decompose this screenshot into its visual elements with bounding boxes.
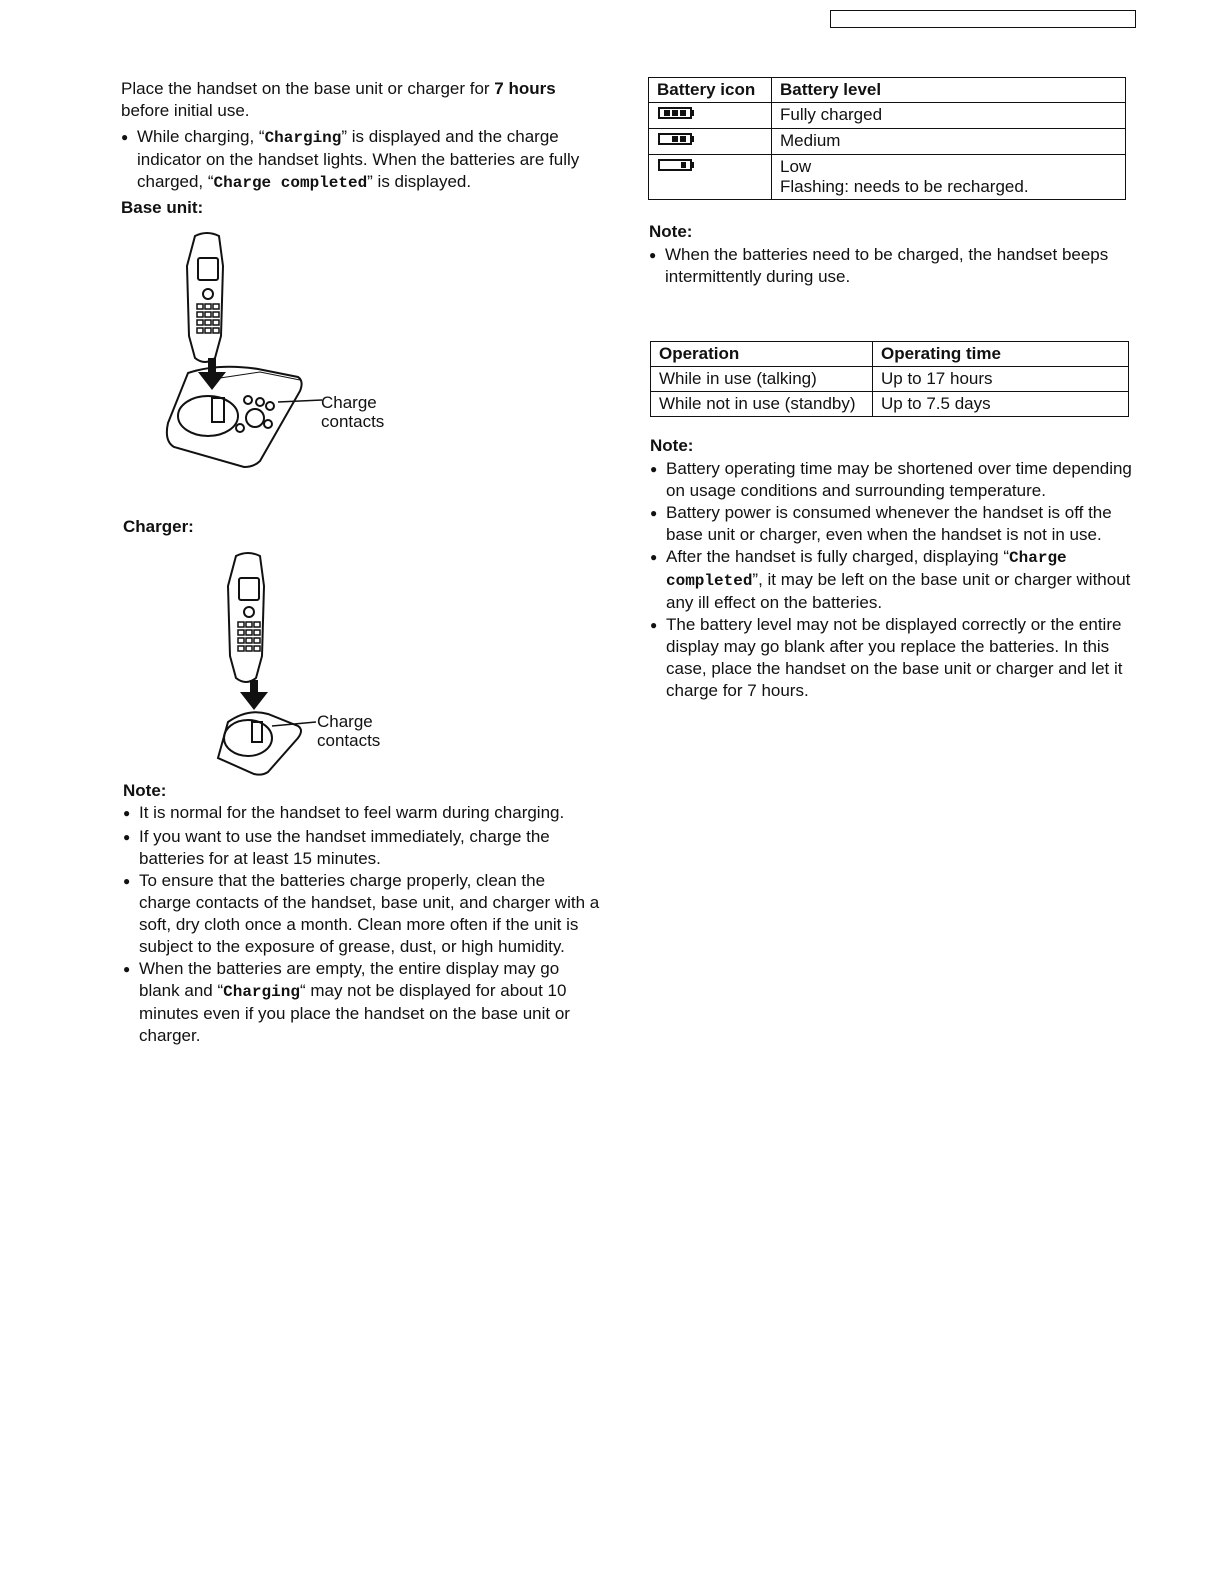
operating-time-cell: Up to 7.5 days (873, 392, 1129, 417)
note-left-heading: Note: (123, 781, 167, 800)
charger-charge-contacts-label: Charge contacts (317, 712, 381, 750)
charger-illustration (210, 548, 320, 778)
battery-full-icon (649, 103, 772, 129)
note-right-2 (650, 435, 1136, 702)
note-left (123, 780, 601, 1047)
note-right-2-heading: Note: (650, 436, 694, 455)
operation-cell: While in use (talking) (651, 367, 873, 392)
intro-paragraph: Place the handset on the base unit or charger for 7 hours before initial use. (121, 79, 556, 120)
note-left-item: ● When the batteries are empty, the entire display may go blank and “Charging“ may not be displayed for about 10 minutes even if you place the handset on the base unit or charger. (123, 958, 601, 1047)
battery-level-cell: Low Flashing: needs to be recharged. (772, 155, 1126, 200)
note-right-2-item: ● Battery operating time may be shortened over time depending on usage conditions and surrounding temperature. (650, 458, 1136, 502)
header-box (830, 10, 1136, 28)
battery-low-icon (649, 155, 772, 200)
charger-heading: Charger: (123, 517, 194, 536)
intro-section (121, 78, 601, 194)
note-right-2-item: ● The battery level may not be displayed correctly or the entire display may go blank after you replace the batteries. In this case, place the handset on the base unit or charger and let it charge for 7 hours. (650, 614, 1136, 702)
note-right-1-item: ● When the batteries need to be charged, the handset beeps intermittently during use. (649, 244, 1134, 288)
operation-table-header: Operating time (873, 342, 1129, 367)
base-unit-heading: Base unit: (121, 198, 204, 217)
base-charge-contacts-label: Charge contacts (321, 393, 385, 431)
operation-table (650, 341, 1129, 417)
operation-cell: While not in use (standby) (651, 392, 873, 417)
note-left-item: ● To ensure that the batteries charge properly, clean the charge contacts of the handset, base unit, and charger with a soft, dry cloth once a month. Clean more often if the unit is subject to the exposure of grease, dust, or high humidity. (123, 870, 601, 958)
note-right-1-heading: Note: (649, 222, 693, 241)
battery-table-header: Battery icon (649, 78, 772, 103)
intro-bullet: ● While charging, “Charging” is displayed and the charge indicator on the handset lights. When the batteries are fully charged, “Charge completed” is displayed. (121, 126, 601, 194)
operating-time-cell: Up to 17 hours (873, 367, 1129, 392)
battery-table (648, 77, 1126, 200)
note-left-item: ● If you want to use the handset immediately, charge the batteries for at least 15 minutes. (123, 826, 601, 870)
note-right-1 (649, 221, 1134, 288)
battery-table-header: Battery level (772, 78, 1126, 103)
base-unit-illustration (160, 228, 330, 478)
battery-medium-icon (649, 129, 772, 155)
note-left-item: ● It is normal for the handset to feel warm during charging. (123, 802, 601, 824)
battery-level-cell: Fully charged (772, 103, 1126, 129)
operation-table-header: Operation (651, 342, 873, 367)
battery-level-cell: Medium (772, 129, 1126, 155)
note-right-2-item: ● After the handset is fully charged, displaying “Charge completed”, it may be left on the base unit or charger without any ill effect on the batteries. (650, 546, 1136, 614)
note-right-2-item: ● Battery power is consumed whenever the handset is off the base unit or charger, even when the handset is not in use. (650, 502, 1136, 546)
